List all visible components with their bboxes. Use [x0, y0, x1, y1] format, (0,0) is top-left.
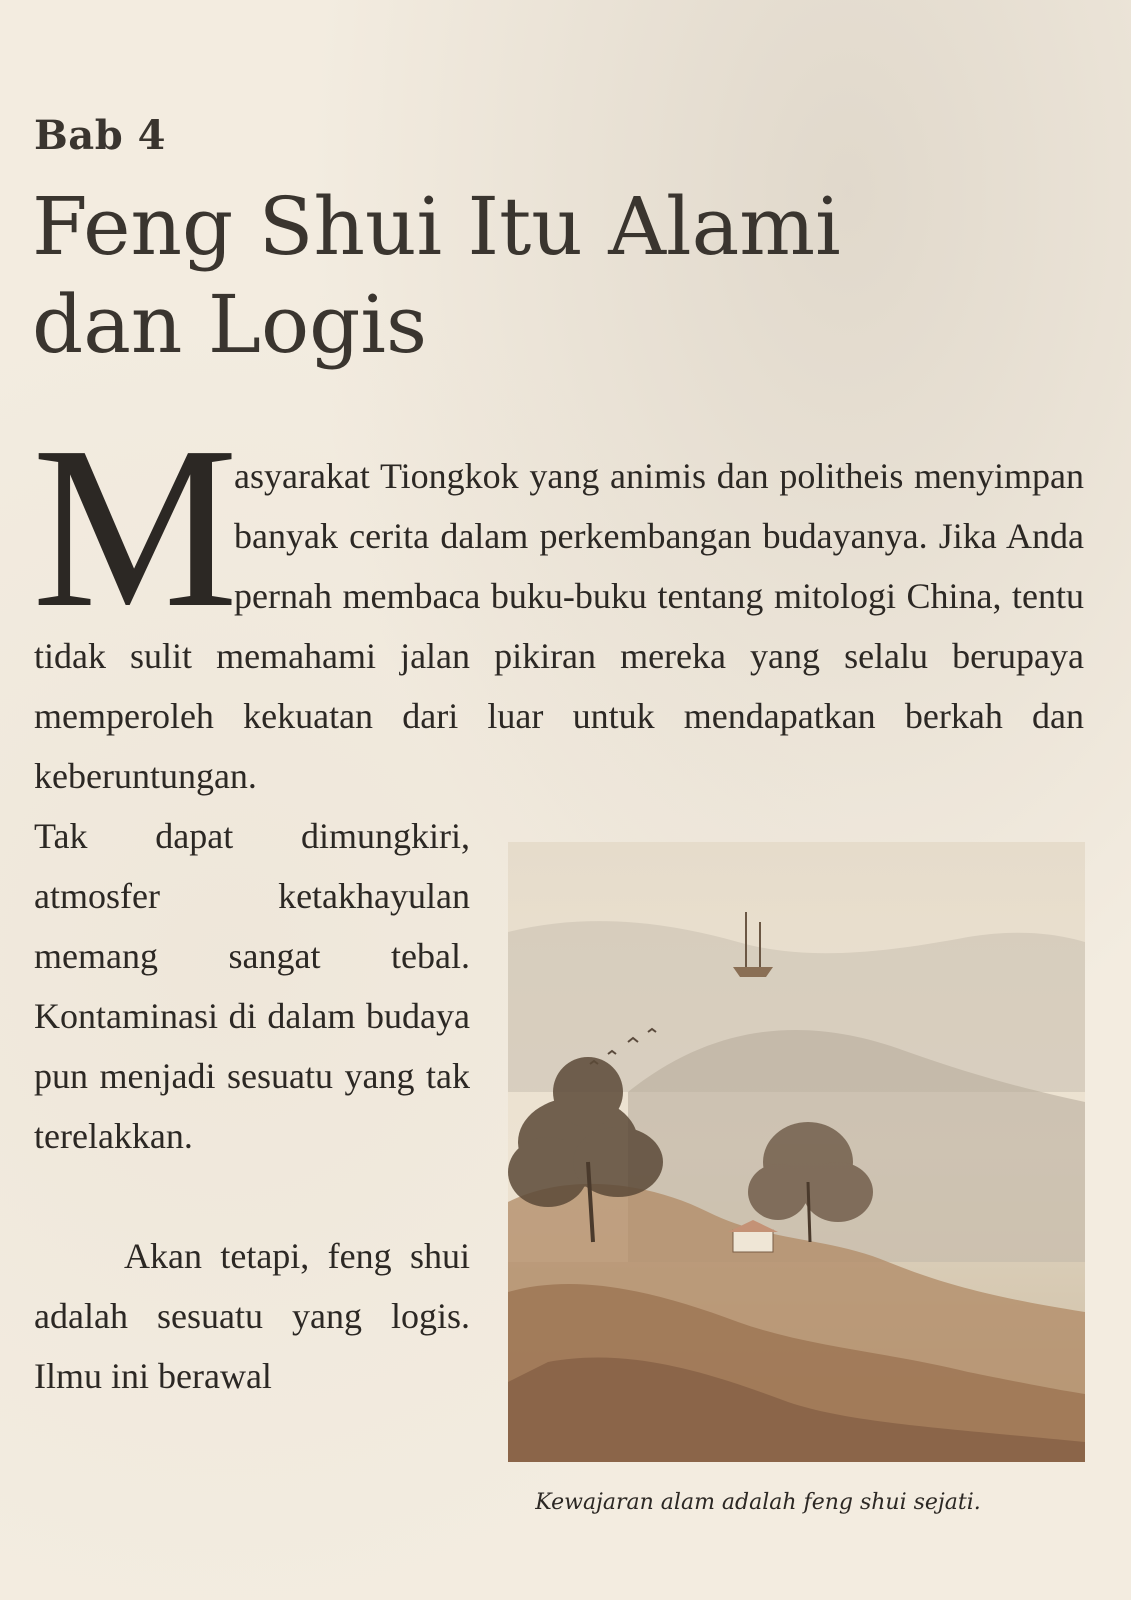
chapter-label: Bab 4: [34, 112, 166, 159]
column-paragraph-1: Tak dapat dimungkiri, atmosfer ketakhayulan memang sangat tebal. Kontaminasi di dalam budaya pun menjadi sesuatu yang tak terelakkan.: [34, 816, 470, 1156]
intro-paragraph: [34, 446, 1084, 806]
landscape-painting: [508, 842, 1085, 1462]
chapter-title-line2: dan Logis: [32, 278, 427, 371]
drop-cap-space: [34, 446, 234, 616]
column-paragraph-2: Akan tetapi, feng shui adalah sesuatu yang logis. Ilmu ini berawal: [34, 1236, 470, 1396]
chapter-title-line1: Feng Shui Itu Alami: [32, 180, 841, 273]
intro-paragraph-text: asyarakat Tiongkok yang animis dan politheis menyimpan banyak cerita dalam perkembangan budayanya. Jika Anda pernah membaca buku-buku tentang mitologi China, tentu tidak sulit memahami jalan pikiran mereka yang selalu berupaya memperoleh kekuatan dari luar untuk mendapatkan berkah dan keberuntungan.: [34, 456, 1084, 796]
figure-caption: Kewajaran alam adalah feng shui sejati.: [535, 1490, 981, 1515]
drop-cap: M: [32, 399, 239, 656]
landscape-painting-image: [508, 842, 1085, 1462]
chapter-title: [32, 178, 1032, 374]
